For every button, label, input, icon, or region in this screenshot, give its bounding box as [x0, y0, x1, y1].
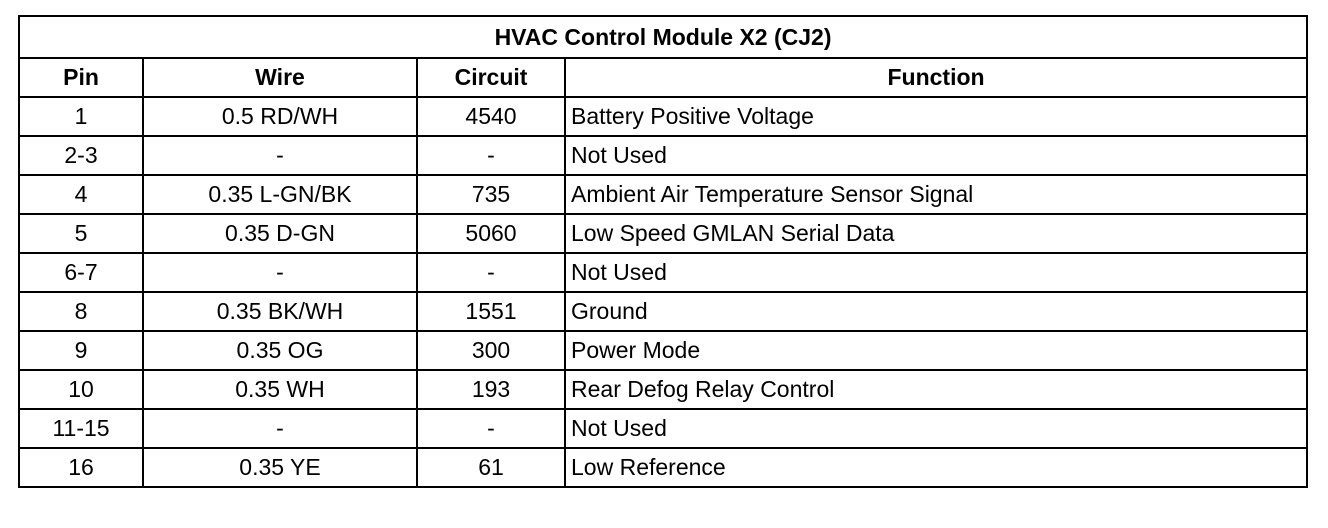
- table-row: [19, 253, 1307, 292]
- table-row: [19, 97, 1307, 136]
- wire-cell: 0.5 RD/WH: [143, 97, 417, 136]
- circuit-cell: 300: [417, 331, 565, 370]
- function-cell: Power Mode: [565, 331, 1307, 370]
- function-cell: Not Used: [565, 409, 1307, 448]
- header-function: Function: [565, 58, 1307, 97]
- wire-cell: -: [143, 253, 417, 292]
- function-cell: Ground: [565, 292, 1307, 331]
- wire-cell: -: [143, 409, 417, 448]
- table-row: [19, 409, 1307, 448]
- wire-cell: 0.35 BK/WH: [143, 292, 417, 331]
- table-row: [19, 370, 1307, 409]
- circuit-cell: 5060: [417, 214, 565, 253]
- function-cell: Not Used: [565, 136, 1307, 175]
- header-pin: Pin: [19, 58, 143, 97]
- wire-cell: 0.35 OG: [143, 331, 417, 370]
- circuit-cell: 61: [417, 448, 565, 487]
- table-row: [19, 448, 1307, 487]
- circuit-cell: -: [417, 253, 565, 292]
- circuit-cell: -: [417, 136, 565, 175]
- table-row: [19, 331, 1307, 370]
- circuit-cell: 193: [417, 370, 565, 409]
- circuit-cell: 735: [417, 175, 565, 214]
- table-row: [19, 292, 1307, 331]
- wire-cell: 0.35 D-GN: [143, 214, 417, 253]
- pin-cell: 6-7: [19, 253, 143, 292]
- pin-cell: 16: [19, 448, 143, 487]
- function-cell: Low Reference: [565, 448, 1307, 487]
- table-row: [19, 214, 1307, 253]
- circuit-cell: -: [417, 409, 565, 448]
- pin-cell: 10: [19, 370, 143, 409]
- function-cell: Ambient Air Temperature Sensor Signal: [565, 175, 1307, 214]
- function-cell: Low Speed GMLAN Serial Data: [565, 214, 1307, 253]
- header-circuit: Circuit: [417, 58, 565, 97]
- wire-cell: 0.35 L-GN/BK: [143, 175, 417, 214]
- function-cell: Not Used: [565, 253, 1307, 292]
- header-wire: Wire: [143, 58, 417, 97]
- pin-cell: 11-15: [19, 409, 143, 448]
- pin-cell: 2-3: [19, 136, 143, 175]
- function-cell: Battery Positive Voltage: [565, 97, 1307, 136]
- wire-cell: 0.35 YE: [143, 448, 417, 487]
- pin-cell: 8: [19, 292, 143, 331]
- pin-cell: 9: [19, 331, 143, 370]
- table-title-row: [19, 16, 1307, 58]
- circuit-cell: 4540: [417, 97, 565, 136]
- connector-table-container: [18, 15, 1306, 488]
- pin-cell: 5: [19, 214, 143, 253]
- circuit-cell: 1551: [417, 292, 565, 331]
- wire-cell: -: [143, 136, 417, 175]
- function-cell: Rear Defog Relay Control: [565, 370, 1307, 409]
- table-row: [19, 136, 1307, 175]
- table-title: HVAC Control Module X2 (CJ2): [19, 16, 1307, 58]
- wire-cell: 0.35 WH: [143, 370, 417, 409]
- pin-cell: 4: [19, 175, 143, 214]
- table-row: [19, 175, 1307, 214]
- table-header-row: [19, 58, 1307, 97]
- pin-cell: 1: [19, 97, 143, 136]
- connector-pinout-table: [18, 15, 1308, 488]
